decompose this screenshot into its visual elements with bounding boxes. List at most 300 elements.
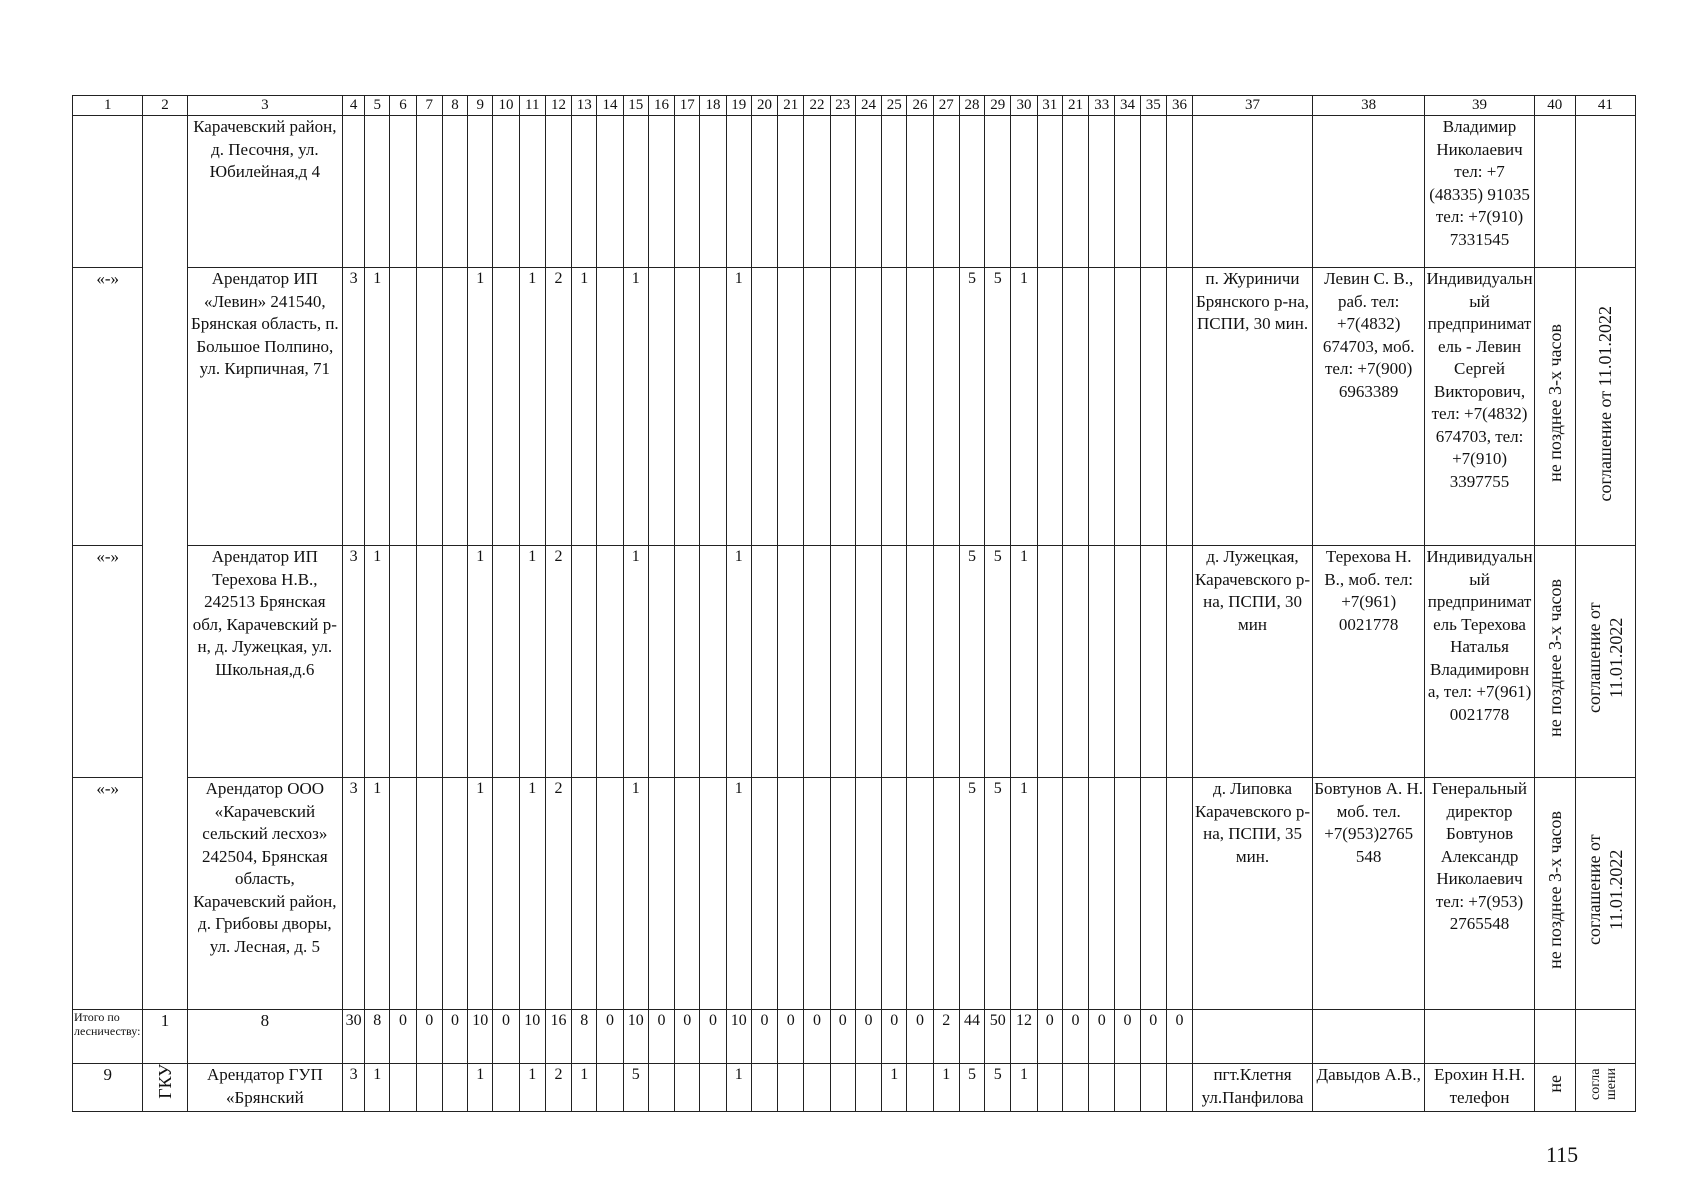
value-cell <box>1062 1064 1088 1112</box>
value-cell <box>700 1064 726 1112</box>
total-value: 0 <box>1140 1010 1166 1064</box>
row-number: «-» <box>73 268 143 546</box>
value-cell <box>1166 116 1192 268</box>
empty-cell <box>1575 1010 1635 1064</box>
value-cell <box>778 778 804 1010</box>
header-cell: 13 <box>572 96 597 116</box>
value-cell <box>751 116 777 268</box>
value-cell <box>882 268 907 546</box>
value-cell <box>416 116 442 268</box>
value-cell <box>1037 1064 1062 1112</box>
contact-cell: Бовтунов А. Н. моб. тел. +7(953)2765 548 <box>1312 778 1424 1010</box>
value-cell <box>830 546 855 778</box>
total-value: 10 <box>623 1010 648 1064</box>
deadline-text: не позднее 3-х часов <box>1544 579 1565 738</box>
deadline-cell <box>1534 546 1575 778</box>
total-value: 0 <box>1115 1010 1140 1064</box>
header-cell: 34 <box>1115 96 1140 116</box>
value-cell <box>830 778 855 1010</box>
header-cell: 29 <box>985 96 1011 116</box>
total-value: 0 <box>1062 1010 1088 1064</box>
header-cell: 3 <box>187 96 343 116</box>
value-cell <box>751 1064 777 1112</box>
total-value: 2 <box>933 1010 959 1064</box>
total-value: 0 <box>855 1010 881 1064</box>
value-cell: 3 <box>343 268 365 546</box>
value-cell <box>675 546 700 778</box>
value-cell <box>597 1064 623 1112</box>
value-cell: 2 <box>545 268 571 546</box>
total-value: 8 <box>572 1010 597 1064</box>
location-cell: пгт.Клетня ул.Панфилова <box>1193 1064 1313 1112</box>
value-cell <box>907 1064 933 1112</box>
location-cell: п. Журиничи Брянского р-на, ПСПИ, 30 мин. <box>1193 268 1313 546</box>
value-cell: 1 <box>365 1064 390 1112</box>
value-cell <box>572 778 597 1010</box>
total-value: 0 <box>830 1010 855 1064</box>
value-cell <box>1140 1064 1166 1112</box>
agreement-text: соглашение от 11.01.2022 <box>1584 834 1627 946</box>
value-cell <box>675 268 700 546</box>
contact-cell: Левин С. В., раб. тел: +7(4832) 674703, моб. тел: +7(900) 6963389 <box>1312 268 1424 546</box>
address-cell: Арендатор ГУП «Брянский <box>187 1064 343 1112</box>
header-cell: 1 <box>73 96 143 116</box>
value-cell <box>882 778 907 1010</box>
value-cell <box>1140 268 1166 546</box>
value-cell: 1 <box>726 268 751 546</box>
total-value: 0 <box>675 1010 700 1064</box>
header-cell: 11 <box>519 96 545 116</box>
total-value: 0 <box>1166 1010 1192 1064</box>
header-cell: 27 <box>933 96 959 116</box>
value-cell: 1 <box>468 778 493 1010</box>
contact-cell <box>1312 116 1424 268</box>
header-cell: 30 <box>1011 96 1037 116</box>
total-value: 12 <box>1011 1010 1037 1064</box>
agreement-text: согла шени <box>1588 1068 1620 1100</box>
header-cell: 19 <box>726 96 751 116</box>
value-cell: 5 <box>985 1064 1011 1112</box>
value-cell <box>1115 1064 1140 1112</box>
value-cell <box>933 116 959 268</box>
value-cell <box>778 546 804 778</box>
value-cell <box>493 1064 519 1112</box>
value-cell: 3 <box>343 1064 365 1112</box>
deadline-text: не позднее 3-х часов <box>1544 811 1565 970</box>
header-cell: 6 <box>390 96 416 116</box>
value-cell: 1 <box>365 546 390 778</box>
total-value: 0 <box>907 1010 933 1064</box>
value-cell: 1 <box>726 546 751 778</box>
value-cell: 1 <box>519 546 545 778</box>
value-cell <box>1115 268 1140 546</box>
value-cell <box>907 778 933 1010</box>
value-cell <box>648 546 674 778</box>
value-cell <box>442 268 467 546</box>
value-cell: 1 <box>519 778 545 1010</box>
header-cell: 14 <box>597 96 623 116</box>
responsible-cell: Владимир Николаевич тел: +7 (48335) 91035 тел: +7(910) 7331545 <box>1425 116 1534 268</box>
value-cell <box>390 116 416 268</box>
value-cell <box>907 268 933 546</box>
value-cell <box>855 546 881 778</box>
page-number: 115 <box>1546 1142 1579 1167</box>
value-cell: 1 <box>1011 546 1037 778</box>
value-cell <box>597 268 623 546</box>
value-cell <box>1115 778 1140 1010</box>
value-cell <box>343 116 365 268</box>
value-cell: 1 <box>519 268 545 546</box>
total-value: 0 <box>778 1010 804 1064</box>
deadline-text: не <box>1544 1075 1565 1093</box>
location-cell: д. Липовка Карачевского р-на, ПСПИ, 35 мин. <box>1193 778 1313 1010</box>
header-cell: 24 <box>855 96 881 116</box>
value-cell: 5 <box>623 1064 648 1112</box>
total-value: 30 <box>343 1010 365 1064</box>
value-cell <box>882 116 907 268</box>
responsible-cell: Индивидуальный предприниматель - Левин Сергей Викторович, тел: +7(4832) 674703, тел: +7(910) 3397755 <box>1425 268 1534 546</box>
header-row <box>73 96 1636 116</box>
value-cell <box>985 116 1011 268</box>
value-cell: 1 <box>1011 778 1037 1010</box>
total-value: 0 <box>1037 1010 1062 1064</box>
value-cell: 1 <box>468 546 493 778</box>
value-cell <box>933 546 959 778</box>
total-value: 0 <box>416 1010 442 1064</box>
empty-cell <box>1534 1010 1575 1064</box>
value-cell: 5 <box>985 778 1011 1010</box>
value-cell: 1 <box>1011 1064 1037 1112</box>
value-cell <box>648 778 674 1010</box>
total-value: 0 <box>804 1010 830 1064</box>
location-cell <box>1193 116 1313 268</box>
value-cell <box>416 778 442 1010</box>
value-cell <box>778 116 804 268</box>
value-cell <box>1166 778 1192 1010</box>
total-value: 50 <box>985 1010 1011 1064</box>
value-cell: 1 <box>933 1064 959 1112</box>
value-cell <box>830 116 855 268</box>
value-cell <box>390 1064 416 1112</box>
header-cell: 40 <box>1534 96 1575 116</box>
value-cell <box>1166 1064 1192 1112</box>
value-cell: 1 <box>623 778 648 1010</box>
header-cell: 28 <box>959 96 984 116</box>
value-cell <box>468 116 493 268</box>
value-cell <box>933 778 959 1010</box>
total-value: 10 <box>519 1010 545 1064</box>
value-cell <box>1037 116 1062 268</box>
value-cell <box>1089 1064 1115 1112</box>
value-cell <box>416 546 442 778</box>
value-cell <box>804 116 830 268</box>
value-cell <box>778 1064 804 1112</box>
empty-cell <box>1312 1010 1424 1064</box>
header-cell: 8 <box>442 96 467 116</box>
empty-cell <box>1425 1010 1534 1064</box>
agreement-text: соглашение от 11.01.2022 <box>1584 602 1627 714</box>
header-cell: 12 <box>545 96 571 116</box>
value-cell: 1 <box>572 1064 597 1112</box>
table-row <box>73 546 1636 778</box>
deadline-cell <box>1534 778 1575 1010</box>
value-cell <box>572 116 597 268</box>
value-cell <box>1166 268 1192 546</box>
agreement-cell <box>1575 116 1635 268</box>
value-cell <box>1062 778 1088 1010</box>
value-cell <box>623 116 648 268</box>
value-cell <box>804 546 830 778</box>
totals-col3: 8 <box>187 1010 343 1064</box>
header-cell: 21 <box>1062 96 1088 116</box>
header-cell: 22 <box>804 96 830 116</box>
value-cell <box>1089 778 1115 1010</box>
total-value: 0 <box>882 1010 907 1064</box>
value-cell <box>493 778 519 1010</box>
table-row <box>73 1064 1636 1112</box>
value-cell <box>597 778 623 1010</box>
row-number: «-» <box>73 778 143 1010</box>
agreement-cell <box>1575 1064 1635 1112</box>
header-cell: 15 <box>623 96 648 116</box>
header-cell: 41 <box>1575 96 1635 116</box>
value-cell: 2 <box>545 546 571 778</box>
value-cell <box>1140 546 1166 778</box>
value-cell <box>390 268 416 546</box>
value-cell: 5 <box>985 268 1011 546</box>
value-cell <box>751 546 777 778</box>
header-cell: 26 <box>907 96 933 116</box>
value-cell: 1 <box>519 1064 545 1112</box>
address-cell: Арендатор ООО «Карачевский сельский лесхоз» 242504, Брянская область, Карачевский район, д. Грибовы дворы, ул. Лесная, д. 5 <box>187 778 343 1010</box>
responsible-cell: Индивидуальный предприниматель Терехова Наталья Владимировна, тел: +7(961) 0021778 <box>1425 546 1534 778</box>
value-cell <box>804 778 830 1010</box>
responsible-cell: Генеральный директор Бовтунов Александр Николаевич тел: +7(953) 2765548 <box>1425 778 1534 1010</box>
row-number: «-» <box>73 546 143 778</box>
value-cell: 1 <box>1011 268 1037 546</box>
total-value: 0 <box>700 1010 726 1064</box>
value-cell <box>830 1064 855 1112</box>
value-cell <box>751 778 777 1010</box>
header-cell: 7 <box>416 96 442 116</box>
value-cell <box>1037 268 1062 546</box>
total-value: 10 <box>468 1010 493 1064</box>
header-cell: 17 <box>675 96 700 116</box>
value-cell <box>855 268 881 546</box>
value-cell: 5 <box>959 546 984 778</box>
header-cell: 36 <box>1166 96 1192 116</box>
header-cell: 39 <box>1425 96 1534 116</box>
address-cell: Арендатор ИП «Левин» 241540, Брянская область, п. Большое Полпино, ул. Кирпичная, 71 <box>187 268 343 546</box>
header-cell: 35 <box>1140 96 1166 116</box>
header-cell: 31 <box>1037 96 1062 116</box>
header-cell: 2 <box>143 96 187 116</box>
value-cell <box>726 116 751 268</box>
value-cell <box>1089 268 1115 546</box>
header-cell: 20 <box>751 96 777 116</box>
value-cell <box>442 546 467 778</box>
value-cell <box>442 116 467 268</box>
header-cell: 16 <box>648 96 674 116</box>
value-cell <box>804 268 830 546</box>
agreement-cell <box>1575 778 1635 1010</box>
row-number <box>73 116 143 268</box>
value-cell <box>1115 116 1140 268</box>
agreement-text: соглашение от 11.01.2022 <box>1595 305 1616 501</box>
total-value: 0 <box>1089 1010 1115 1064</box>
total-value: 0 <box>442 1010 467 1064</box>
deadline-cell <box>1534 1064 1575 1112</box>
value-cell <box>1011 116 1037 268</box>
value-cell <box>648 116 674 268</box>
value-cell: 1 <box>365 778 390 1010</box>
table-row <box>73 268 1636 546</box>
value-cell <box>416 1064 442 1112</box>
value-cell <box>1037 546 1062 778</box>
value-cell <box>855 778 881 1010</box>
header-cell: 25 <box>882 96 907 116</box>
value-cell <box>855 116 881 268</box>
value-cell: 5 <box>959 268 984 546</box>
value-cell <box>1166 546 1192 778</box>
totals-label: Итого по лесничеству: <box>73 1010 143 1064</box>
total-value: 10 <box>726 1010 751 1064</box>
header-cell: 9 <box>468 96 493 116</box>
value-cell <box>675 778 700 1010</box>
value-cell: 3 <box>343 778 365 1010</box>
header-cell: 5 <box>365 96 390 116</box>
total-value: 16 <box>545 1010 571 1064</box>
total-value: 0 <box>390 1010 416 1064</box>
value-cell <box>493 268 519 546</box>
value-cell <box>933 268 959 546</box>
header-cell: 23 <box>830 96 855 116</box>
value-cell: 1 <box>882 1064 907 1112</box>
value-cell <box>855 1064 881 1112</box>
value-cell <box>830 268 855 546</box>
value-cell <box>700 268 726 546</box>
value-cell <box>390 778 416 1010</box>
organization-cell <box>143 1064 187 1112</box>
header-cell: 4 <box>343 96 365 116</box>
value-cell <box>545 116 571 268</box>
agreement-cell <box>1575 546 1635 778</box>
address-cell: Арендатор ИП Терехова Н.В., 242513 Брянская обл, Карачевский р-н, д. Лужецкая, ул. Школьная,д.6 <box>187 546 343 778</box>
organization-text: ГКУ <box>154 1064 175 1099</box>
responsible-cell: Ерохин Н.Н. телефон <box>1425 1064 1534 1112</box>
value-cell <box>700 546 726 778</box>
value-cell <box>416 268 442 546</box>
value-cell <box>1115 546 1140 778</box>
value-cell <box>597 116 623 268</box>
value-cell <box>700 116 726 268</box>
totals-col2: 1 <box>143 1010 187 1064</box>
value-cell <box>1140 778 1166 1010</box>
value-cell <box>907 116 933 268</box>
agreement-cell <box>1575 268 1635 546</box>
deadline-cell <box>1534 116 1575 268</box>
value-cell <box>675 116 700 268</box>
value-cell: 1 <box>623 268 648 546</box>
value-cell <box>1062 116 1088 268</box>
value-cell <box>700 778 726 1010</box>
value-cell <box>675 1064 700 1112</box>
value-cell: 1 <box>468 1064 493 1112</box>
value-cell: 2 <box>545 1064 571 1112</box>
value-cell: 2 <box>545 778 571 1010</box>
value-cell: 1 <box>623 546 648 778</box>
value-cell <box>804 1064 830 1112</box>
address-cell: Карачевский район, д. Песочня, ул. Юбилейная,д 4 <box>187 116 343 268</box>
value-cell <box>1037 778 1062 1010</box>
value-cell <box>1089 116 1115 268</box>
empty-cell <box>1193 1010 1313 1064</box>
value-cell <box>390 546 416 778</box>
value-cell <box>493 546 519 778</box>
value-cell: 3 <box>343 546 365 778</box>
header-cell: 10 <box>493 96 519 116</box>
value-cell <box>572 546 597 778</box>
value-cell: 5 <box>985 546 1011 778</box>
total-value: 0 <box>751 1010 777 1064</box>
total-value: 44 <box>959 1010 984 1064</box>
value-cell <box>365 116 390 268</box>
organization-cell <box>143 116 187 1010</box>
deadline-cell <box>1534 268 1575 546</box>
total-value: 8 <box>365 1010 390 1064</box>
value-cell: 1 <box>468 268 493 546</box>
header-cell: 18 <box>700 96 726 116</box>
value-cell <box>1140 116 1166 268</box>
value-cell <box>442 778 467 1010</box>
value-cell <box>907 546 933 778</box>
value-cell <box>493 116 519 268</box>
table-row <box>73 778 1636 1010</box>
value-cell <box>778 268 804 546</box>
value-cell <box>1062 268 1088 546</box>
header-cell: 33 <box>1089 96 1115 116</box>
value-cell <box>519 116 545 268</box>
value-cell <box>1062 546 1088 778</box>
deadline-text: не позднее 3-х часов <box>1544 324 1565 483</box>
location-cell: д. Лужецкая, Карачевского р-на, ПСПИ, 30 мин <box>1193 546 1313 778</box>
total-value: 0 <box>597 1010 623 1064</box>
header-cell: 37 <box>1193 96 1313 116</box>
contact-cell: Терехова Н. В., моб. тел: +7(961) 0021778 <box>1312 546 1424 778</box>
row-number: 9 <box>73 1064 143 1112</box>
value-cell <box>959 116 984 268</box>
total-value: 0 <box>493 1010 519 1064</box>
document-table <box>72 95 1636 1112</box>
value-cell: 1 <box>572 268 597 546</box>
value-cell <box>442 1064 467 1112</box>
header-cell: 38 <box>1312 96 1424 116</box>
value-cell: 5 <box>959 778 984 1010</box>
value-cell: 1 <box>365 268 390 546</box>
value-cell: 5 <box>959 1064 984 1112</box>
value-cell: 1 <box>726 778 751 1010</box>
contact-cell: Давыдов А.В., <box>1312 1064 1424 1112</box>
value-cell <box>648 1064 674 1112</box>
table-row <box>73 116 1636 268</box>
value-cell: 1 <box>726 1064 751 1112</box>
value-cell <box>1089 546 1115 778</box>
value-cell <box>648 268 674 546</box>
totals-row <box>73 1010 1636 1064</box>
value-cell <box>882 546 907 778</box>
value-cell <box>597 546 623 778</box>
value-cell <box>751 268 777 546</box>
